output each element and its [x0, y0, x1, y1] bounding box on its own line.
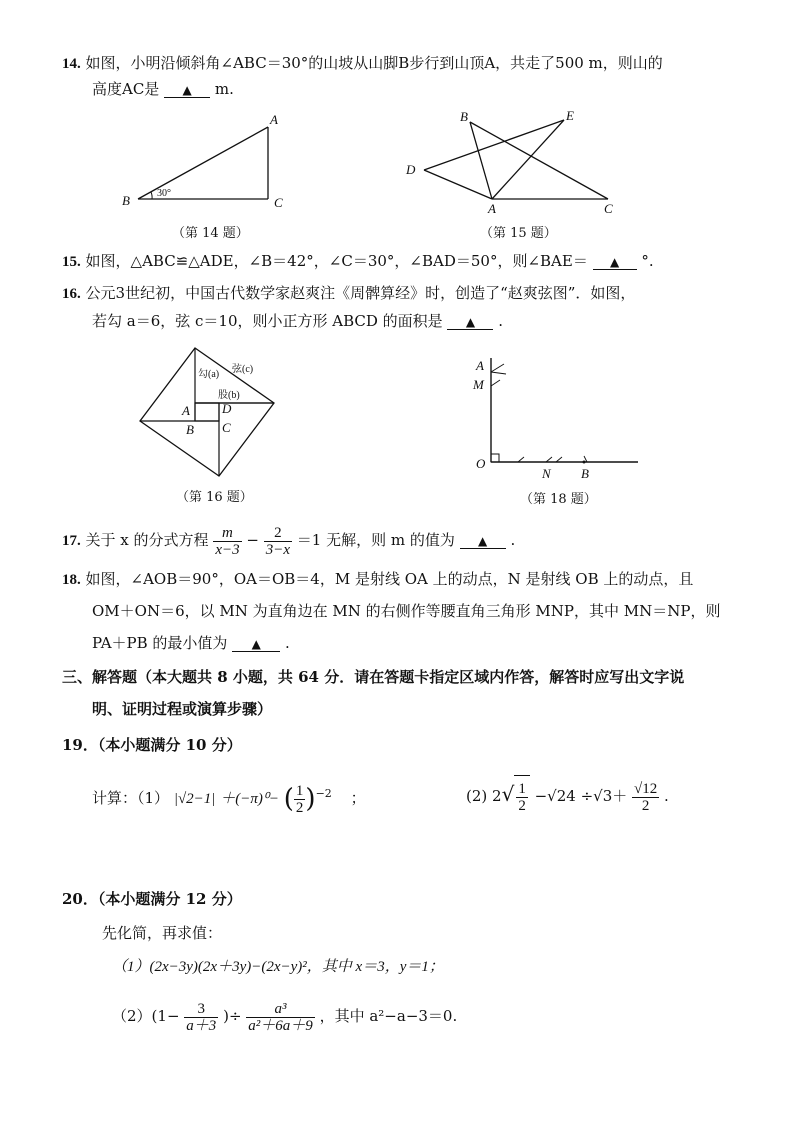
figure-16	[136, 342, 286, 482]
question-text-end: °.	[641, 252, 654, 270]
figure-18-caption: （第 18 题）	[520, 492, 597, 507]
section-heading: 三、解答题（本大题共 8 小题，共 64 分．请在答题卡指定区域内作答，解答时应写出文字说	[62, 668, 685, 686]
fraction-numerator: √12	[634, 780, 658, 797]
separator: ；	[350, 789, 366, 807]
operator: −	[246, 531, 259, 549]
label-A: A	[488, 201, 496, 216]
expression: ＋(−π)⁰−	[220, 791, 279, 807]
fraction-denominator: a＋3	[186, 1017, 217, 1034]
question-16-line2	[92, 310, 503, 332]
fraction	[632, 781, 659, 814]
fraction-1	[213, 525, 241, 558]
label-N: N	[542, 466, 551, 481]
label-B: B	[460, 109, 468, 124]
question-19-header: 19．（本小题满分 10 分）	[62, 736, 242, 754]
fraction-denominator: 2	[295, 799, 304, 816]
question-14-line1	[62, 52, 663, 75]
label-gu: 股(b)	[218, 390, 240, 401]
label-C: C	[274, 195, 283, 210]
angle-label: 30°	[157, 188, 171, 199]
question-number: 17.	[62, 533, 81, 549]
question-18-line1	[62, 568, 693, 591]
question-text: 关于 x 的分式方程	[85, 531, 209, 549]
question-16-line1	[62, 282, 635, 305]
expression: （2）(1−	[112, 1007, 180, 1025]
label-A: A	[270, 112, 278, 127]
question-20-part1: （1）(2x−3y)(2x＋3y)−(2x−y)²，其中 x＝3，y＝1；	[112, 959, 444, 975]
answer-blank: ▲	[593, 255, 637, 270]
label-O: O	[476, 456, 486, 471]
question-19-part1: 计算：（1） |√2−1| ＋(−π)⁰− ( $\frac{1}{2}$ )$^{-2}$ ；	[92, 782, 366, 816]
question-18-line2: OM＋ON＝6，以 MN 为直角边在 MN 的右侧作等腰直角三角形 MNP，其中 MN＝NP，则	[92, 602, 721, 620]
fraction-denominator: a²＋6a＋9	[248, 1017, 313, 1034]
label-A: A	[476, 358, 484, 373]
figure-18	[468, 350, 648, 488]
question-text-end: .	[498, 312, 504, 330]
fraction-numerator: 1	[295, 782, 304, 799]
label-B: B	[581, 466, 589, 481]
fraction	[294, 783, 306, 816]
answer-blank: ▲	[232, 637, 280, 652]
fraction-denominator: 2	[641, 797, 650, 814]
question-20-part2	[112, 994, 457, 1038]
condition-text: ，其中 a²−a−3＝0.	[319, 1007, 458, 1025]
label-E: E	[566, 108, 574, 123]
section-heading-cont: 明、证明过程或演算步骤）	[92, 700, 273, 718]
label-A: A	[182, 403, 190, 418]
question-18-line3	[92, 632, 290, 654]
figure-16-caption: （第 16 题）	[176, 490, 253, 505]
question-text-end: .	[664, 787, 669, 805]
expression: −√24 ÷√3＋	[534, 787, 628, 805]
question-text: PA＋PB 的最小值为	[92, 634, 228, 652]
question-text-end: .	[510, 531, 516, 549]
question-text: 若勾 a＝6，弦 c＝10，则小正方形 ABCD 的面积是	[92, 312, 443, 330]
label-xian: 弦(c)	[232, 364, 254, 375]
fraction-numerator: 1	[518, 780, 526, 797]
label-B: B	[186, 422, 194, 437]
question-20-header: 20．（本小题满分 12 分）	[62, 890, 242, 908]
answer-blank: ▲	[164, 83, 210, 98]
label-M: M	[473, 377, 484, 392]
answer-blank: ▲	[447, 315, 493, 330]
figure-14	[110, 108, 310, 218]
question-text: 高度AC是	[92, 80, 160, 98]
fraction-2	[264, 525, 292, 558]
answer-blank: ▲	[460, 534, 506, 549]
question-text: 如图，小明沿倾斜角∠ABC＝30°的山坡从山脚B步行到山顶A，共走了500 m，则山的	[85, 54, 663, 72]
fraction-denominator: 3−x	[265, 541, 291, 558]
label-D: D	[406, 162, 416, 177]
abs-expression: |√2−1|	[173, 791, 216, 807]
question-text: 公元3世纪初，中国古代数学家赵爽注《周髀算经》时，创造了“赵爽弦图”．如图，	[85, 284, 636, 302]
fraction-1	[184, 1001, 218, 1034]
fraction-denominator: 2	[518, 797, 526, 814]
question-number: 14.	[62, 56, 81, 72]
figure-15-caption: （第 15 题）	[480, 226, 557, 241]
question-text: 如图，△ABC≌△ADE，∠B＝42°，∠C＝30°，∠BAD＝50°，则∠BAE＝	[85, 252, 588, 270]
figure-14-caption: （第 14 题）	[172, 226, 249, 241]
question-14-line2	[92, 78, 234, 100]
question-20-intro: 先化简，再求值：	[102, 924, 223, 942]
question-number: 15.	[62, 254, 81, 270]
label-gou: 勾(a)	[198, 369, 220, 380]
fraction-numerator: 3	[184, 1001, 218, 1018]
fraction-numerator: 2	[264, 525, 292, 542]
fraction-2	[246, 1001, 315, 1034]
root-fraction	[516, 781, 528, 814]
expression: )÷	[223, 1007, 242, 1025]
fraction-numerator: a³	[246, 1001, 315, 1018]
part-label: (2) 2	[466, 787, 502, 805]
question-text-end: .	[285, 634, 290, 652]
question-17	[62, 520, 515, 561]
question-number: 18.	[62, 572, 81, 588]
label-D: D	[222, 401, 232, 416]
question-19-part2: (2) 2√ $\frac{1}{2}$ −√24 ÷√3＋ $\frac{√12}{2}$ .	[466, 774, 669, 816]
question-number: 16.	[62, 286, 81, 302]
label-B: B	[122, 193, 130, 208]
question-15	[62, 250, 654, 273]
fraction-numerator: m	[213, 525, 241, 542]
question-text: ＝1 无解，则 m 的值为	[296, 531, 455, 549]
figure-15	[400, 106, 630, 221]
exponent: −2	[315, 787, 332, 800]
part-label: 计算：（1）	[92, 789, 170, 807]
question-text: 如图，∠AOB＝90°，OA＝OB＝4，M 是射线 OA 上的动点，N 是射线 OB 上的动点，且	[85, 570, 694, 588]
label-C: C	[222, 420, 231, 435]
unit-text: m.	[214, 80, 234, 98]
fraction-denominator: x−3	[215, 541, 240, 558]
label-C: C	[604, 201, 613, 216]
